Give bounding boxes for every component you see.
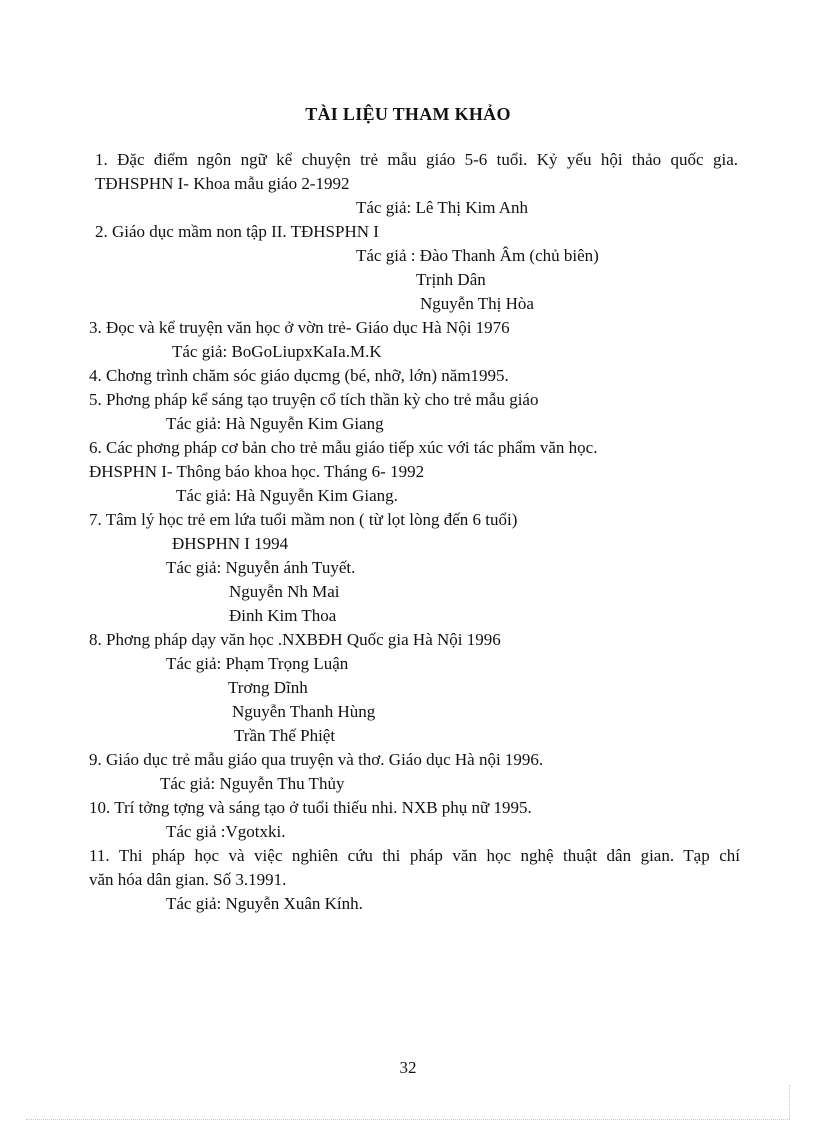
ref-1-line-2: TĐHSPHN I- Khoa mẫu giáo 2-1992 [95, 174, 350, 193]
ref-2-line-1: 2. Giáo dục mầm non tập II. TĐHSPHN I [95, 222, 379, 241]
page-border-right [789, 1085, 790, 1119]
ref-4-line-1: 4. Chơng trình chăm sóc giáo dụcmg (bé, nhỡ, lớn) năm1995. [89, 366, 509, 385]
ref-8-author-4: Trần Thế Phiệt [234, 726, 336, 745]
ref-9-author: Tác giả: Nguyễn Thu Thủy [160, 774, 345, 793]
page-title: TÀI LIỆU THAM KHẢO [305, 104, 511, 124]
ref-11-line-1: 11. Thi pháp học và việc nghiên cứu thi pháp văn học nghệ thuật dân gian. Tạp chí [89, 846, 740, 865]
ref-5-author: Tác giả: Hà Nguyễn Kim Giang [166, 414, 384, 433]
ref-6-author: Tác giả: Hà Nguyễn Kim Giang. [176, 486, 398, 505]
ref-2-author-3: Nguyễn Thị Hòa [420, 294, 534, 313]
ref-9-line-1: 9. Giáo dục trẻ mẫu giáo qua truyện và thơ. Giáo dục Hà nội 1996. [89, 750, 544, 769]
ref-6-line-2: ĐHSPHN I- Thông báo khoa học. Tháng 6- 1992 [89, 462, 425, 481]
ref-7-author-1: Tác giả: Nguyễn ánh Tuyết. [166, 558, 356, 577]
ref-3-line-1: 3. Đọc và kể truyện văn học ở vờn trẻ- Giáo dục Hà Nội 1976 [89, 318, 510, 337]
ref-11-line-2: văn hóa dân gian. Số 3.1991. [89, 870, 287, 889]
ref-1-author: Tác giả: Lê Thị Kim Anh [356, 198, 529, 217]
ref-8-line-1: 8. Phơng pháp dạy văn học .NXBĐH Quốc gia Hà Nội 1996 [89, 630, 501, 649]
ref-7-line-1: 7. Tâm lý học trẻ em lứa tuổi mầm non ( từ lọt lòng đến 6 tuổi) [89, 510, 518, 529]
ref-1-line-1: 1. Đặc điểm ngôn ngữ kể chuyện trẻ mẫu giáo 5-6 tuổi. Kỷ yếu hội thảo quốc gia. [95, 150, 738, 169]
ref-7-author-2: Nguyễn Nh Mai [229, 582, 340, 601]
ref-2-author-1: Tác giả : Đào Thanh Âm (chủ biên) [356, 246, 599, 265]
ref-5-line-1: 5. Phơng pháp kể sáng tạo truyện cổ tích thần kỳ cho trẻ mẫu giáo [89, 390, 539, 409]
ref-10-author: Tác giả :Vgotxki. [166, 822, 286, 841]
page-border-bottom [26, 1119, 790, 1120]
ref-8-author-3: Nguyễn Thanh Hùng [232, 702, 376, 721]
page-number: 32 [399, 1058, 417, 1077]
ref-10-line-1: 10. Trí tởng tợng và sáng tạo ở tuổi thiếu nhi. NXB phụ nữ 1995. [89, 798, 532, 817]
ref-8-author-2: Trơng Dĩnh [228, 678, 308, 697]
ref-11-author: Tác giả: Nguyễn Xuân Kính. [166, 894, 363, 913]
ref-3-author: Tác giả: BoGoLiupxKaIa.M.K [172, 342, 382, 361]
ref-8-author-1: Tác giả: Phạm Trọng Luận [166, 654, 349, 673]
ref-7-line-2: ĐHSPHN I 1994 [172, 534, 289, 553]
ref-6-line-1: 6. Các phơng pháp cơ bản cho trẻ mẫu giáo tiếp xúc với tác phẩm văn học. [89, 438, 598, 457]
ref-7-author-3: Đinh Kim Thoa [229, 606, 337, 625]
ref-2-author-2: Trịnh Dân [416, 270, 486, 289]
